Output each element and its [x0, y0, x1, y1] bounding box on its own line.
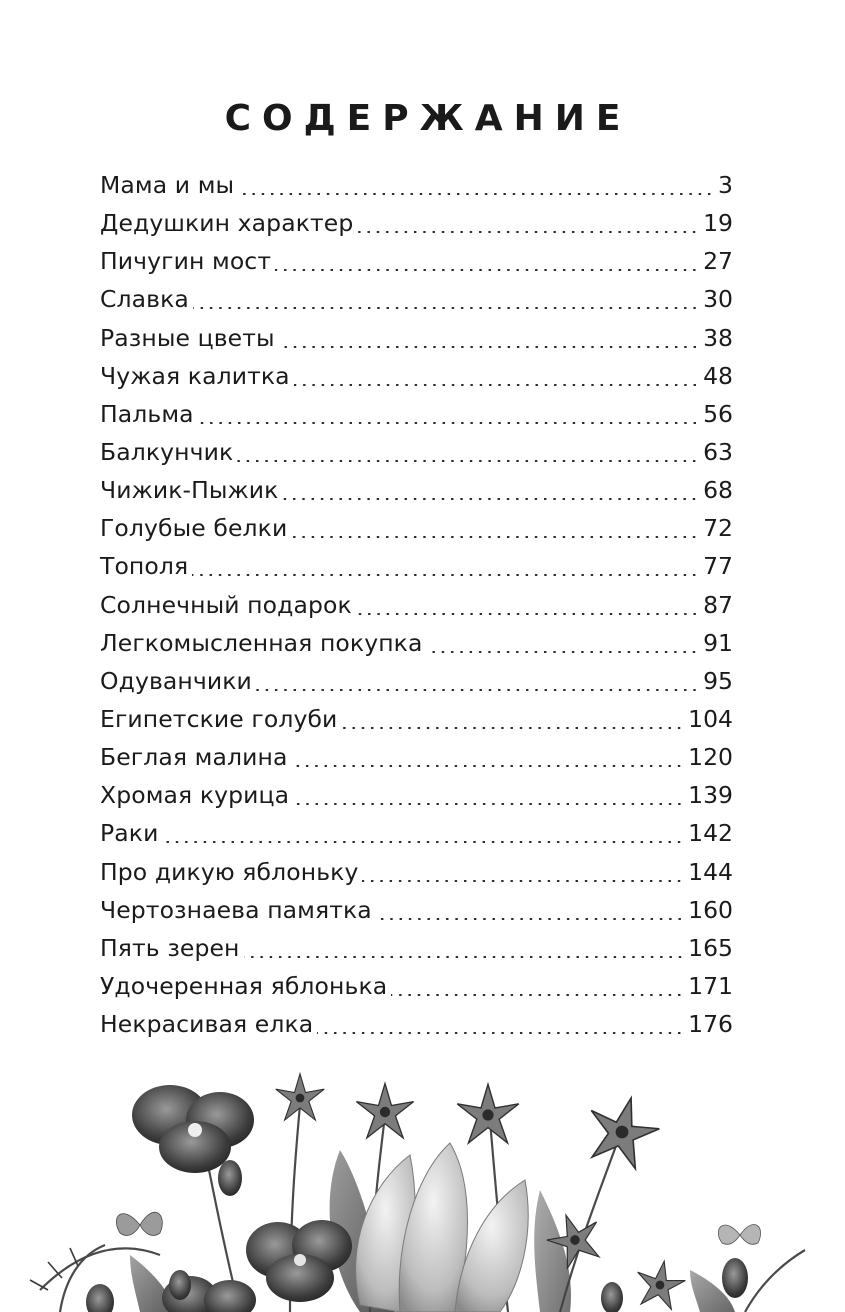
dot-leader — [357, 231, 699, 233]
toc-entry-page: 160 — [688, 895, 733, 924]
toc-entry-title: Чужая калитка — [100, 361, 290, 390]
toc-entry-title: Хромая курица — [100, 781, 290, 810]
toc-entry[interactable] — [100, 853, 733, 891]
toc-entry-page: 19 — [703, 209, 733, 238]
toc-entry[interactable] — [100, 357, 733, 395]
toc-entry-title: Мама и мы — [100, 171, 235, 200]
toc-entry-page: 30 — [703, 285, 733, 314]
toc-entry-title: Легкомысленная покупка — [100, 628, 423, 657]
toc-entry[interactable] — [100, 1005, 733, 1043]
toc-entry-page: 165 — [688, 933, 733, 962]
dot-leader — [162, 841, 684, 843]
toc-entry-page: 176 — [688, 1010, 733, 1039]
toc-entry-title: Некрасивая елка — [100, 1010, 314, 1039]
dot-leader — [256, 689, 699, 691]
dot-leader — [193, 307, 699, 309]
toc-entry-title: Дедушкин характер — [100, 209, 354, 238]
toc-entry-page: 27 — [703, 247, 733, 276]
toc-entry[interactable] — [100, 509, 733, 547]
toc-entry-page: 68 — [703, 476, 733, 505]
dot-leader — [275, 269, 699, 271]
toc-entry[interactable] — [100, 204, 733, 242]
toc-entry-title: Чертознаева памятка — [100, 895, 372, 924]
toc-entry-page: 171 — [688, 972, 733, 1001]
toc-entry-page: 48 — [703, 361, 733, 390]
table-of-contents — [100, 166, 733, 1043]
toc-entry[interactable] — [100, 814, 733, 852]
toc-entry-page: 91 — [703, 628, 733, 657]
toc-entry-page: 77 — [703, 552, 733, 581]
toc-entry-title: Солнечный подарок — [100, 590, 352, 619]
toc-entry-page: 72 — [703, 514, 733, 543]
dot-leader — [293, 803, 684, 805]
dot-leader — [198, 422, 699, 424]
toc-entry[interactable] — [100, 280, 733, 318]
toc-entry-title: Тополя — [100, 552, 189, 581]
toc-entry-title: Одуванчики — [100, 666, 252, 695]
toc-entry-page: 139 — [688, 781, 733, 810]
toc-entry-page: 63 — [703, 438, 733, 467]
toc-entry-page: 104 — [688, 705, 733, 734]
toc-entry-page: 38 — [703, 323, 733, 352]
toc-entry[interactable] — [100, 891, 733, 929]
toc-entry-title: Египетские голуби — [100, 705, 338, 734]
toc-entry-page: 142 — [688, 819, 733, 848]
toc-entry[interactable] — [100, 395, 733, 433]
toc-entry-title: Раки — [100, 819, 159, 848]
dot-leader — [376, 918, 684, 920]
dot-leader — [291, 765, 684, 767]
toc-entry-title: Разные цветы — [100, 323, 275, 352]
toc-entry-title: Славка — [100, 285, 189, 314]
toc-entry-page: 95 — [703, 666, 733, 695]
toc-entry-page: 144 — [688, 857, 733, 886]
toc-entry[interactable] — [100, 319, 733, 357]
toc-entry-title: Пять зерен — [100, 933, 240, 962]
dot-leader — [391, 994, 684, 996]
toc-entry[interactable] — [100, 242, 733, 280]
dot-leader — [356, 613, 699, 615]
toc-entry[interactable] — [100, 700, 733, 738]
flowers-illustration-icon — [0, 1040, 845, 1312]
toc-entry-title: Беглая малина — [100, 743, 288, 772]
dot-leader — [282, 498, 699, 500]
dot-leader — [426, 651, 699, 653]
toc-entry[interactable] — [100, 433, 733, 471]
toc-entry-page: 120 — [688, 743, 733, 772]
dot-leader — [317, 1032, 684, 1034]
toc-entry[interactable] — [100, 929, 733, 967]
dot-leader — [279, 346, 699, 348]
toc-entry[interactable] — [100, 662, 733, 700]
toc-entry-page: 3 — [718, 171, 733, 200]
toc-entry[interactable] — [100, 166, 733, 204]
dot-leader — [192, 574, 699, 576]
toc-entry-page: 56 — [703, 399, 733, 428]
toc-entry-title: Удочеренная яблонька — [100, 972, 388, 1001]
dot-leader — [362, 880, 684, 882]
toc-entry-title: Балкунчик — [100, 438, 234, 467]
dot-leader — [291, 536, 699, 538]
dot-leader — [237, 460, 699, 462]
toc-entry[interactable] — [100, 624, 733, 662]
toc-entry[interactable] — [100, 738, 733, 776]
toc-entry-title: Пичугин мост — [100, 247, 272, 276]
dot-leader — [294, 384, 699, 386]
toc-entry[interactable] — [100, 967, 733, 1005]
toc-entry-page: 87 — [703, 590, 733, 619]
toc-entry-title: Чижик-Пыжик — [100, 476, 279, 505]
toc-entry[interactable] — [100, 547, 733, 585]
toc-entry-title: Про дикую яблоньку — [100, 857, 359, 886]
page-title: СОДЕРЖАНИЕ — [224, 98, 632, 139]
toc-entry-title: Пальма — [100, 399, 194, 428]
toc-entry[interactable] — [100, 471, 733, 509]
toc-entry[interactable] — [100, 586, 733, 624]
dot-leader — [238, 193, 714, 195]
dot-leader — [341, 727, 684, 729]
toc-entry-title: Голубые белки — [100, 514, 288, 543]
toc-entry[interactable] — [100, 776, 733, 814]
dot-leader — [244, 956, 685, 958]
